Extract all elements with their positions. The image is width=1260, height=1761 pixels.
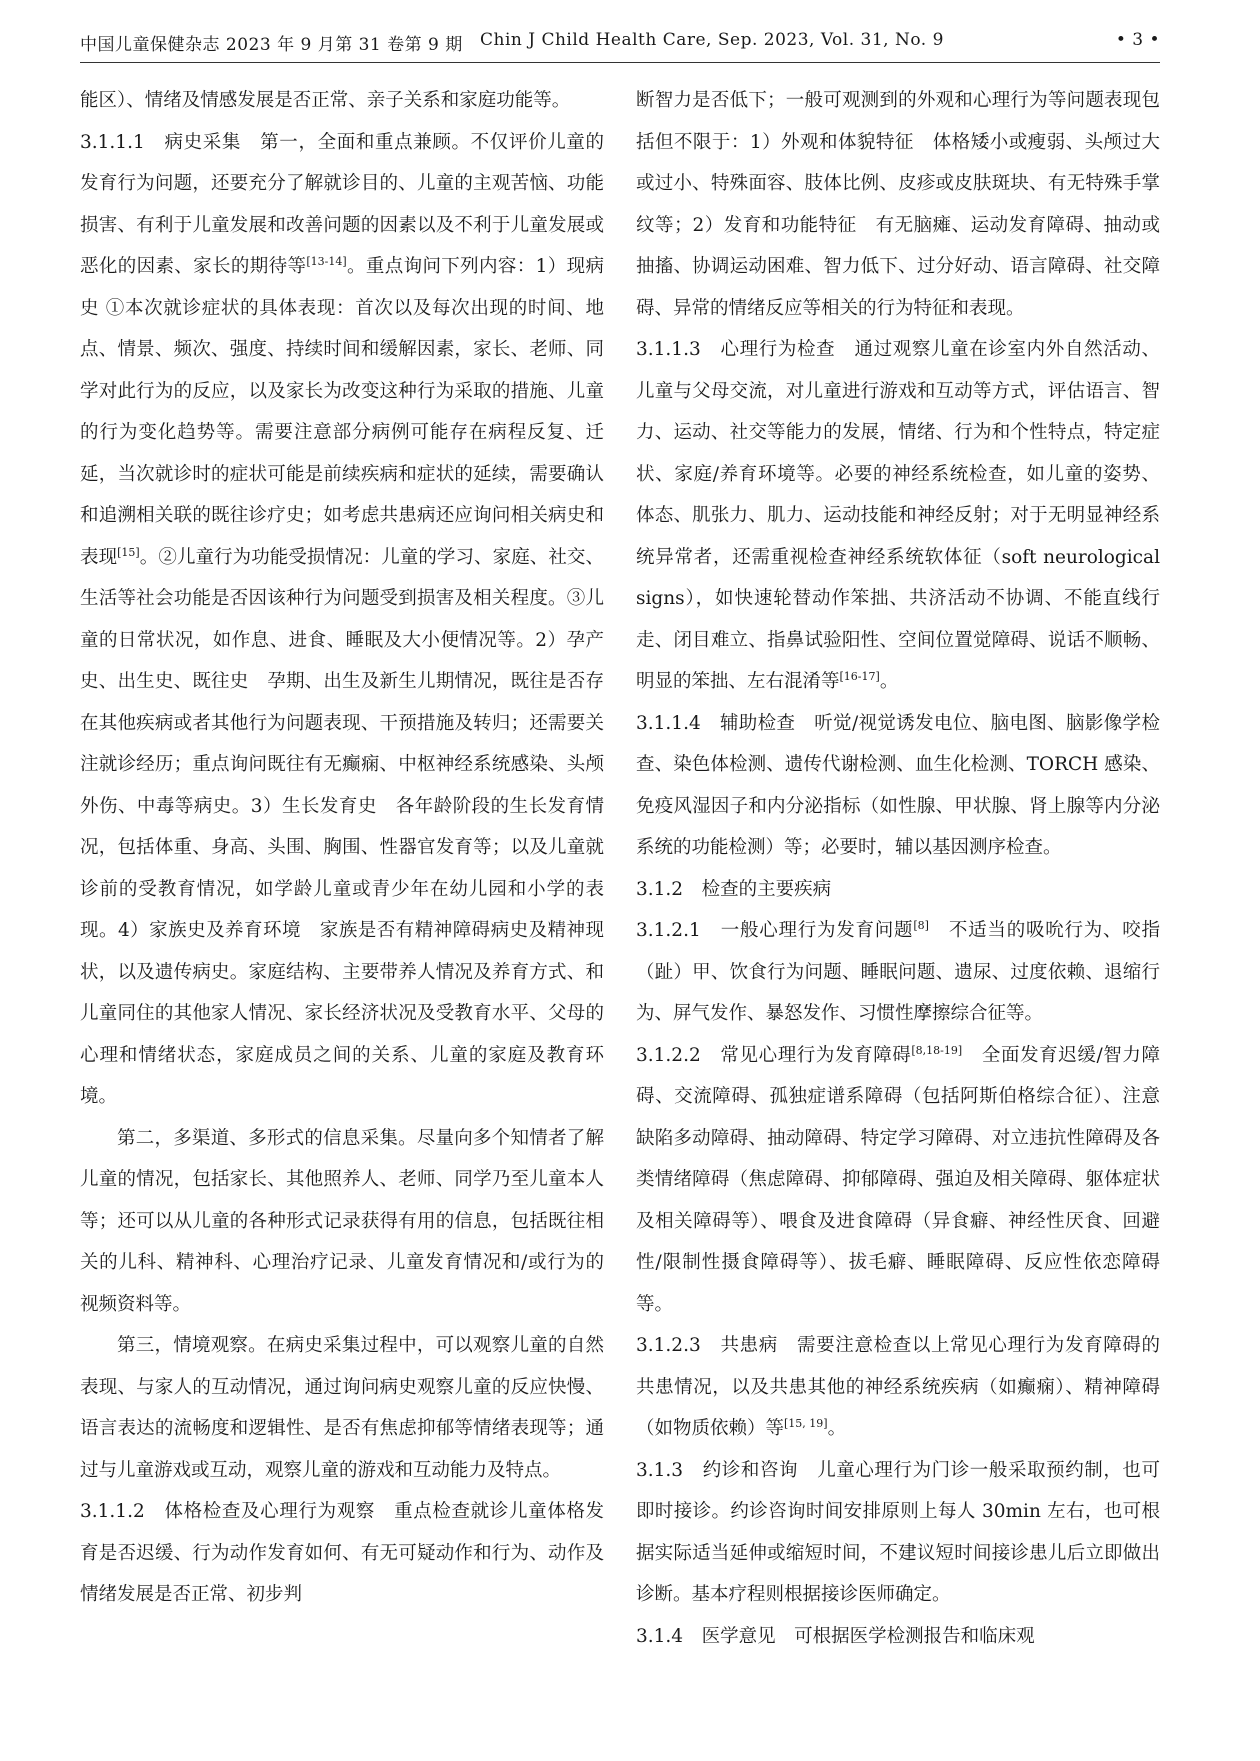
paragraph — [636, 1450, 1160, 1616]
paragraph — [636, 910, 1160, 1035]
journal-title-en: Chin J Child Health Care, Sep. 2023, Vol. 31, No. 9 — [480, 30, 944, 50]
page-number: • 3 • — [1115, 30, 1160, 50]
right-column — [636, 80, 1160, 1657]
left-column — [80, 80, 604, 1616]
header-rule — [80, 62, 1160, 63]
paragraph-text: 全面发育迟缓/智力障碍、交流障碍、孤独症谱系障碍（包括阿斯伯格综合征）、注意缺陷多动障碍、抽动障碍、特定学习障碍、对立违抗性障碍及各类情绪障碍（焦虑障碍、抑郁障碍、强迫及相关障碍、躯体症状及相关障碍等）、喂食及进食障碍（异食癖、神经性厌食、回避性/限制性摄食障碍等）、拔毛癖、睡眠障碍、反应性依恋障碍等。 — [636, 1044, 1160, 1315]
paragraph-text: 不适当的吸吮行为、咬指（趾）甲、饮食行为问题、睡眠问题、遗尿、过度依赖、退缩行为、屏气发作、暴怒发作、习惯性摩擦综合征等。 — [636, 920, 1160, 1024]
paragraph-text: 断智力是否低下；一般可观测到的外观和心理行为等问题表现包括但不限于：1）外观和体貌特征 体格矮小或瘦弱、头颅过大或过小、特殊面容、肢体比例、皮疹或皮肤斑块、有无特殊手掌纹等；2）发育和功能特征 有无脑瘫、运动发育障碍、抽动或抽搐、协调运动困难、智力低下、过分好动、语言障碍、社交障碍、异常的情绪反应等相关的行为特征和表现。 — [636, 90, 1160, 319]
paragraph-text: 3.1.1.3 心理行为检查 通过观察儿童在诊室内外自然活动、儿童与父母交流，对儿童进行游戏和互动等方式，评估语言、智力、运动、社交等能力的发展，情绪、行为和个性特点，特定症状、家庭/养育环境等。必要的神经系统检查，如儿童的姿势、体态、肌张力、肌力、运动技能和神经反射；对于无明显神经系统异常者，还需重视检查神经系统软体征（soft neurological signs），如快速轮替动作笨拙、共济活动不协调、不能直线行走、闭目难立、指鼻试验阳性、空间位置觉障碍、说话不顺畅、明显的笨拙、左右混淆等 — [636, 339, 1160, 692]
paragraph-psych-exam — [636, 329, 1160, 703]
citation: [8,18-19] — [911, 1043, 963, 1057]
paragraph-history-taking — [80, 122, 604, 1118]
paragraph-text: 3.1.1.2 体格检查及心理行为观察 重点检查就诊儿童体格发育是否迟缓、行为动作发育如何、有无可疑动作和行为、动作及情绪发展是否正常、初步判 — [80, 1501, 604, 1605]
paragraph-text: 能区）、情绪及情感发展是否正常、亲子关系和家庭功能等。 — [80, 90, 571, 111]
citation: [13-14] — [306, 254, 347, 268]
paragraph-physical-exam — [80, 1491, 604, 1616]
paragraph-text: 3.1.2.3 共患病 需要注意检查以上常见心理行为发育障碍的共患情况，以及共患其他的神经系统疾病（如癫痫）、精神障碍（如物质依赖）等 — [636, 1335, 1160, 1439]
citation: [15, 19] — [784, 1416, 828, 1430]
paragraph — [636, 80, 1160, 329]
paragraph-text: 。 — [879, 671, 899, 692]
paragraph-text: 3.1.2.1 一般心理行为发育问题 — [636, 920, 914, 941]
paragraph — [80, 1118, 604, 1326]
citation: [8] — [913, 918, 929, 932]
paragraph-text: 3.1.3 约诊和咨询 儿童心理行为门诊一般采取预约制，也可即时接诊。约诊咨询时间安排原则上每人 30min 左右，也可根据实际适当延伸或缩短时间，不建议短时间接诊患儿后立即做出诊断。基本疗程则根据接诊医师确定。 — [636, 1459, 1160, 1605]
paragraph-text: 。 — [827, 1418, 847, 1439]
journal-title-cn: 中国儿童保健杂志 2023 年 9 月第 31 卷第 9 期 — [80, 35, 463, 55]
paragraph-text: 3.1.4 医学意见 可根据医学检测报告和临床观 — [636, 1625, 1035, 1647]
paragraph-text: 。②儿童行为功能受损情况：儿童的学习、家庭、社交、生活等社会功能是否因该种行为问题受到损害及相关程度。③儿童的日常状况，如作息、进食、睡眠及大小便情况等。2）孕产史、出生史、既往史 孕期、出生及新生儿期情况，既往是否存在其他疾病或者其他行为问题表现、干预措施及转归；还需要关注就诊经历；重点询问既往有无癫痫、中枢神经系统感染、头颅外伤、中毒等病史。3）生长发育史 各年龄阶段的生长发育情况，包括体重、身高、头围、胸围、性器官发育等；以及儿童就诊前的受教育情况，如学龄儿童或青少年在幼儿园和小学的表现。4）家族史及养育环境 家族是否有精神障碍病史及精神现状，以及遗传病史。家庭结构、主要带养人情况及养育方式、和儿童同住的其他家人情况、家长经济状况及受教育水平、父母的心理和情绪状态，家庭成员之间的关系、儿童的家庭及教育环境。 — [80, 546, 604, 1107]
paragraph — [80, 80, 604, 122]
citation: [16-17] — [839, 669, 880, 683]
paragraph-auxiliary-exam — [636, 703, 1160, 869]
paragraph — [636, 1616, 1160, 1658]
paragraph — [636, 1325, 1160, 1450]
paragraph-text: 第二，多渠道、多形式的信息采集。尽量向多个知情者了解儿童的情况，包括家长、其他照养人、老师、同学乃至儿童本人等；还可以从儿童的各种形式记录获得有用的信息，包括既往相关的儿科、精神科、心理治疗记录、儿童发育情况和/或行为的视频资料等。 — [80, 1127, 604, 1315]
paragraph-text: 第三，情境观察。在病史采集过程中，可以观察儿童的自然表现、与家人的互动情况，通过询问病史观察儿童的反应快慢、语言表达的流畅度和逻辑性、是否有焦虑抑郁等情绪表现等；通过与儿童游戏或互动，观察儿童的游戏和互动能力及特点。 — [80, 1335, 604, 1481]
running-header — [80, 30, 1160, 56]
section-heading — [636, 869, 1160, 911]
paragraph — [80, 1325, 604, 1491]
paragraph — [636, 1035, 1160, 1326]
paragraph-text: 3.1.1.1 病史采集 第一，全面和重点兼顾。不仅评价儿童的发育行为问题，还要充分了解就诊目的、儿童的主观苦恼、功能损害、有利于儿童发展和改善问题的因素以及不利于儿童发展或恶化的因素、家长的期待等 — [80, 131, 604, 277]
paragraph-text: 3.1.2.2 常见心理行为发育障碍 — [636, 1044, 912, 1066]
citation: [15] — [117, 545, 140, 559]
paragraph-text: 。重点询问下列内容：1）现病史 ①本次就诊症状的具体表现：首次以及每次出现的时间、地点、情景、频次、强度、持续时间和缓解因素，家长、老师、同学对此行为的反应，以及家长为改变这种行为采取的措施、儿童的行为变化趋势等。需要注意部分病例可能存在病程反复、迁延，当次就诊时的症状可能是前续疾病和症状的延续，需要确认和追溯相关联的既往诊疗史；如考虑共患病还应询问相关病史和表现 — [80, 256, 604, 568]
heading-text: 3.1.2 检查的主要疾病 — [636, 878, 832, 900]
paragraph-text: 3.1.1.4 辅助检查 听觉/视觉诱发电位、脑电图、脑影像学检查、染色体检测、遗传代谢检测、血生化检测、TORCH 感染、免疫风湿因子和内分泌指标（如性腺、甲状腺、肾上腺等内分泌系统的功能检测）等；必要时，辅以基因测序检查。 — [636, 712, 1160, 858]
